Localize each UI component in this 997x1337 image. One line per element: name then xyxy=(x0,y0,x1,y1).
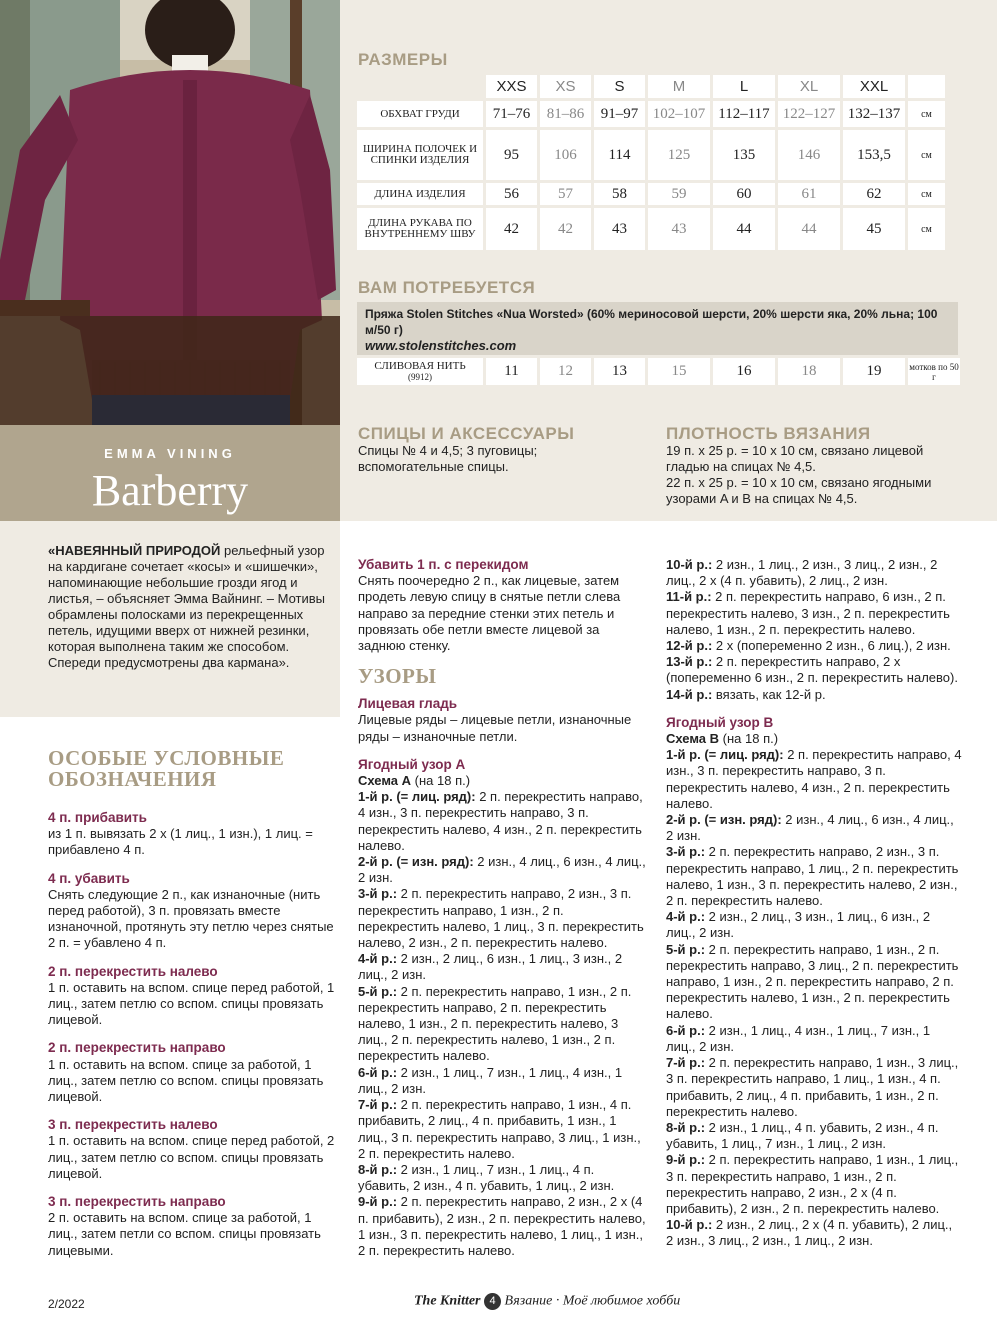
row-number: 7-й р.: xyxy=(358,1097,398,1113)
unit: см xyxy=(908,208,945,250)
row-number: 5-й р.: xyxy=(358,983,398,999)
stockinette-name: Лицевая гладь xyxy=(358,696,458,712)
size-header: S xyxy=(594,75,645,98)
cell: 71–76 xyxy=(486,101,537,127)
scheme-a: Схема А xyxy=(358,773,412,789)
cell: 56 xyxy=(486,183,537,205)
stockinette-text: Лицевые ряды – лицевые петли, изнаночные ряды – изнаночные петли. xyxy=(358,712,632,744)
gauge-line: 22 п. х 25 р. = 10 х 10 см, связано ягодными узорами A и B на спицах № 4,5. xyxy=(666,475,932,506)
row-instructions: 2 х (попеременно 2 изн., 6 лиц.), 2 изн. xyxy=(712,638,951,654)
skein-count: 19 xyxy=(843,358,905,385)
scheme-a-note: (на 18 п.) xyxy=(411,773,471,789)
row-label: ДЛИНА РУКАВА ПО ВНУТРЕННЕМУ ШВУ xyxy=(357,208,483,250)
pattern-a-rows xyxy=(358,789,648,1259)
intro-text: рельефный узор на кардигане сочетает «косы» и «шишечки», напоминающие небольшие грозди ягод и листья, – объясняет Эмма Вайнинг. – Мотивы обрамлены полосками из перекрещенных петель, идущими вверх от нижней резинки, которая выполнена таким же способом. Спереди предусмотрены два кармана». xyxy=(48,543,325,670)
pattern-row xyxy=(666,589,962,638)
row-instructions: 2 изн., 2 лиц., 3 изн., 1 лиц., 6 изн., 2 лиц., 2 изн. xyxy=(666,909,931,941)
row-number: 5-й р.: xyxy=(666,941,706,957)
table-row xyxy=(357,101,945,127)
pattern-row xyxy=(666,1023,962,1055)
skein-count: 11 xyxy=(486,358,537,385)
cell: 42 xyxy=(486,208,537,250)
cell: 125 xyxy=(648,130,710,180)
row-instructions: 2 п. перекрестить направо, 6 изн., 2 п. перекрестить налево, 3 изн., 2 п. перекрестить налево, 1 изн., 2 п. перекрестить налево. xyxy=(666,589,950,637)
row-number: 6-й р.: xyxy=(358,1064,398,1080)
pattern-row xyxy=(666,747,962,812)
yarn-description xyxy=(357,302,958,355)
row-number: 6-й р.: xyxy=(666,1022,706,1038)
cell: 135 xyxy=(713,130,775,180)
patterns-title: УЗОРЫ xyxy=(358,664,437,689)
cell: 44 xyxy=(778,208,840,250)
patterns-column-3 xyxy=(666,557,962,1250)
cell: 58 xyxy=(594,183,645,205)
row-instructions: 2 изн., 2 лиц., 2 х (4 п. убавить), 2 лиц., 2 изн., 3 лиц., 2 изн., 1 лиц., 2 изн. xyxy=(666,1217,953,1249)
abbrev-name: 2 п. перекрестить налево xyxy=(48,963,218,979)
materials-title: ВАМ ПОТРЕБУЕТСЯ xyxy=(358,278,536,297)
row-instructions: 2 изн., 1 лиц., 7 изн., 1 лиц., 4 изн., 1 лиц., 2 изн. xyxy=(358,1064,623,1096)
color-name: СЛИВОВАЯ НИТЬ xyxy=(374,359,466,372)
row-label: ШИРИНА ПОЛОЧЕК И СПИНКИ ИЗДЕЛИЯ xyxy=(357,130,483,180)
size-header: L xyxy=(713,75,775,98)
pattern-row xyxy=(358,1162,648,1194)
cell: 62 xyxy=(843,183,905,205)
pattern-row xyxy=(666,557,962,589)
abbrev-title: ОСОБЫЕ УСЛОВНЫЕ ОБОЗНАЧЕНИЯ xyxy=(48,746,285,791)
row-label: ДЛИНА ИЗДЕЛИЯ xyxy=(357,183,483,205)
pattern-a-name: Ягодный узор А xyxy=(358,756,466,772)
size-header: XS xyxy=(540,75,591,98)
patterns-column xyxy=(358,557,648,1259)
pattern-b-rows xyxy=(666,747,962,1249)
abbrev-text: 1 п. оставить на вспом. спице за работой, 1 лиц., затем петлю со вспом. спицы провязать лицевой. xyxy=(48,1056,324,1105)
row-number: 10-й р.: xyxy=(666,557,713,572)
size-header: XXS xyxy=(486,75,537,98)
designer-name: EMMA VINING xyxy=(104,446,236,461)
cell: 122–127 xyxy=(778,101,840,127)
abbrev-text: 2 п. оставить на вспом. спице за работой, 1 лиц., затем петли со вспом. спицы провязать лицевыми. xyxy=(48,1210,321,1258)
abbrev-name: 4 п. прибавить xyxy=(48,810,147,825)
cell: 44 xyxy=(713,208,775,250)
pattern-row xyxy=(666,687,962,703)
row-instructions: 2 п. перекрестить направо, 1 изн., 2 п. перекрестить направо, 3 лиц., 2 п. перекрестить направо, 1 изн., 2 п. перекрестить направо, 2 п. перекрестить налево, 1 изн., 2 п. перекрестить налево. xyxy=(666,941,959,1022)
row-instructions: 2 п. перекрестить направо, 2 изн., 2 х (4 п. прибавить), 2 изн., 2 п. перекрестить налево, 1 изн., 3 п. перекрестить налево, 1 лиц., 1 изн., 2 п. перекрестить налево. xyxy=(358,1194,646,1258)
cell: 43 xyxy=(594,208,645,250)
size-header: XL xyxy=(778,75,840,98)
pattern-row xyxy=(666,844,962,909)
abbrev-text: из 1 п. вывязать 2 х (1 лиц., 1 изн.), 1 лиц. = прибавлено 4 п. xyxy=(48,826,313,858)
decrease-text: Снять поочередно 2 п., как лицевые, затем продеть левую спицу в снятые петли слева направо за передние стенки этих петель и провязать обе петли вместе лицевой за заднюю стенку. xyxy=(358,573,621,654)
cell: 61 xyxy=(778,183,840,205)
pattern-row xyxy=(666,909,962,941)
table-row xyxy=(357,130,945,180)
tagline: Вязание · Моё любимое хобби xyxy=(504,1293,681,1309)
row-instructions: 2 п. перекрестить направо, 1 изн., 4 п. прибавить, 2 лиц., 4 п. прибавить, 1 изн., 1 лиц., 3 п. перекрестить направо, 3 лиц., 1 изн., 2 п. перекрестить налево. xyxy=(358,1097,641,1161)
pattern-row xyxy=(358,984,648,1065)
magazine-name: The Knitter xyxy=(414,1293,481,1309)
skein-count: 15 xyxy=(648,358,710,385)
abbrev-name: 2 п. перекрестить направо xyxy=(48,1040,226,1056)
row-instructions: 2 п. перекрестить направо, 2 изн., 3 п. перекрестить направо, 1 изн., 2 п. перекрестить налево, 1 лиц., 3 п. перекрестить налево, 2 изн., 2 п. перекрестить налево. xyxy=(358,886,644,951)
abbrev-name: 3 п. перекрестить направо xyxy=(48,1194,226,1210)
table-row xyxy=(357,183,945,205)
row-label: ОБХВАТ ГРУДИ xyxy=(357,101,483,127)
row-instructions: 2 п. перекрестить направо, 2 изн., 3 п. перекрестить направо, 1 лиц., 2 п. перекрестить налево, 1 изн., 3 п. перекрестить налево, 2 изн., 2 п. перекрестить налево. xyxy=(666,844,959,909)
cell: 95 xyxy=(486,130,537,180)
abbrev-text: 1 п. оставить на вспом. спице перед работой, 1 лиц., затем петлю со вспом. спицы провязать лицевой. xyxy=(48,979,335,1028)
pattern-row xyxy=(358,1097,648,1162)
row-instructions: 2 изн., 4 лиц., 6 изн., 4 лиц., 2 изн. xyxy=(358,854,646,886)
row-instructions: 2 изн., 1 лиц., 7 изн., 1 лиц., 4 п. убавить, 2 изн., 4 п. убавить, 1 лиц., 2 изн. xyxy=(358,1161,615,1194)
row-instructions: 2 п. перекрестить направо, 4 изн., 3 п. перекрестить направо, 3 п. перекрестить налево, 4 изн., 2 п. перекрестить налево. xyxy=(358,789,643,853)
row-number: 9-й р.: xyxy=(666,1152,706,1168)
sizes-title: РАЗМЕРЫ xyxy=(358,50,448,69)
row-number: 9-й р.: xyxy=(358,1194,398,1210)
pattern-row xyxy=(666,1217,962,1249)
intro-quote xyxy=(0,521,340,717)
abbrev-column xyxy=(48,748,338,1271)
row-number: 2-й р. (= изн. ряд): xyxy=(358,854,474,870)
cell: 42 xyxy=(540,208,591,250)
cell: 146 xyxy=(778,130,840,180)
cell: 114 xyxy=(594,130,645,180)
abbrev-name: 4 п. убавить xyxy=(48,870,130,886)
pattern-title: Barberry xyxy=(91,466,249,515)
pattern-a-rows xyxy=(666,557,962,703)
cell: 57 xyxy=(540,183,591,205)
gauge-line: 19 п. х 25 р. = 10 х 10 см, связано лицевой гладью на спицах № 4,5. xyxy=(666,443,924,474)
pattern-row xyxy=(358,1065,648,1097)
cell: 59 xyxy=(648,183,710,205)
row-number: 3-й р.: xyxy=(666,844,706,860)
needles-text: Спицы № 4 и 4,5; 3 пуговицы; вспомогательные спицы. xyxy=(358,443,538,474)
row-number: 12-й р.: xyxy=(666,638,713,654)
cell: 106 xyxy=(540,130,591,180)
row-instructions: 2 изн., 2 лиц., 6 изн., 1 лиц., 3 изн., 2 лиц., 2 изн. xyxy=(358,951,623,983)
row-number: 1-й р. (= лиц. ряд): xyxy=(666,747,784,763)
row-instructions: 2 п. перекрестить направо, 2 х (попеременно 6 изн., 2 п. перекрестить налево). xyxy=(666,654,958,686)
color-code: (9912) xyxy=(408,371,432,382)
pattern-row xyxy=(358,854,648,886)
page-number: 4 xyxy=(484,1293,501,1310)
intro-bold: «НАВЕЯННЫЙ ПРИРОДОЙ xyxy=(48,543,221,558)
row-number: 10-й р.: xyxy=(666,1217,713,1233)
row-number: 8-й р.: xyxy=(666,1119,706,1135)
decrease-name: Убавить 1 п. с перекидом xyxy=(358,557,529,572)
cell: 45 xyxy=(843,208,905,250)
yarn-url[interactable]: www.stolenstitches.com xyxy=(365,338,517,353)
pattern-b-name: Ягодный узор В xyxy=(666,714,774,730)
cell: 112–117 xyxy=(713,101,775,127)
row-number: 4-й р.: xyxy=(358,951,398,967)
size-header: M xyxy=(648,75,710,98)
pattern-row xyxy=(666,1120,962,1152)
row-instructions: 2 изн., 1 лиц., 4 изн., 1 лиц., 7 изн., 1 лиц., 2 изн. xyxy=(666,1022,931,1054)
color-label xyxy=(357,358,483,385)
row-number: 14-й р.: xyxy=(666,686,713,702)
skein-count: 12 xyxy=(540,358,591,385)
unit: см xyxy=(908,130,945,180)
scheme-b-note: (на 18 п.) xyxy=(719,731,779,747)
abbrev-name: 3 п. перекрестить налево xyxy=(48,1117,218,1133)
needles-title: СПИЦЫ И АКСЕССУАРЫ xyxy=(358,424,575,443)
row-instructions: вязать, как 12-й р. xyxy=(712,686,826,702)
sizes-table xyxy=(354,72,948,253)
title-block xyxy=(0,425,340,521)
row-number: 4-й р.: xyxy=(666,909,706,925)
row-instructions: 2 п. перекрестить направо, 4 изн., 3 п. перекрестить направо, 3 п. перекрестить налево, 4 изн., 2 п. перекрестить налево. xyxy=(666,747,962,811)
yarn-text: Пряжа Stolen Stitches «Nua Worsted» (60% мериносовой шерсти, 20% шерсти яка, 20% льна; 100 м/50 г) xyxy=(365,307,938,337)
unit: см xyxy=(908,183,945,205)
row-number: 11-й р.: xyxy=(666,589,712,605)
row-instructions: 2 изн., 1 лиц., 4 п. убавить, 2 изн., 4 п. убавить, 1 лиц., 7 изн., 1 лиц., 2 изн. xyxy=(666,1119,939,1152)
skein-count: 13 xyxy=(594,358,645,385)
row-instructions: 2 п. перекрестить направо, 1 изн., 1 лиц., 3 п. перекрестить направо, 1 изн., 2 п. перекрестить направо, 2 изн., 2 х (4 п. прибавить), 2 изн., 2 п. перекрестить налево. xyxy=(666,1152,959,1216)
pattern-row xyxy=(666,812,962,844)
cell: 153,5 xyxy=(843,130,905,180)
pattern-row xyxy=(666,1055,962,1120)
pattern-row xyxy=(358,951,648,983)
row-number: 8-й р.: xyxy=(358,1161,398,1177)
cell: 91–97 xyxy=(594,101,645,127)
skein-count: 16 xyxy=(713,358,775,385)
skein-count: 18 xyxy=(778,358,840,385)
cell: 102–107 xyxy=(648,101,710,127)
gauge-title: ПЛОТНОСТЬ ВЯЗАНИЯ xyxy=(666,424,871,443)
table-row xyxy=(357,208,945,250)
row-number: 7-й р.: xyxy=(666,1055,706,1071)
pattern-row xyxy=(358,1194,648,1259)
row-number: 1-й р. (= лиц. ряд): xyxy=(358,789,476,805)
cell: 60 xyxy=(713,183,775,205)
abbrev-text: 1 п. оставить на вспом. спице перед работой, 2 лиц., затем петлю со вспом. спицы провязать лицевой. xyxy=(48,1133,335,1181)
cell: 132–137 xyxy=(843,101,905,127)
row-number: 13-й р.: xyxy=(666,654,713,670)
skein-table xyxy=(354,355,963,388)
row-instructions: 2 п. перекрестить направо, 1 изн., 2 п. перекрестить направо, 2 п. перекрестить налево, 1 изн., 2 п. перекрестить налево, 3 лиц., 2 п. перекрестить налево, 1 изн., 2 п. перекрестить налево. xyxy=(358,983,632,1064)
pattern-row xyxy=(358,789,648,854)
scheme-b: Схема В xyxy=(666,731,720,747)
skein-unit: мотков по 50 г xyxy=(908,358,960,385)
row-instructions: 2 п. перекрестить направо, 1 изн., 3 лиц., 3 п. перекрестить направо, 1 лиц., 1 изн., 4 п. прибавить, 2 лиц., 4 п. прибавить, 1 изн., 2 п. перекрестить налево. xyxy=(666,1055,959,1119)
table-row xyxy=(357,358,960,385)
unit: см xyxy=(908,101,945,127)
pattern-row xyxy=(358,886,648,951)
abbrev-text: Снять следующие 2 п., как изнаночные (нить перед работой), 3 п. провязать вместе изнаночной, протянуть эту петлю через снятые 2 п. = убавлено 4 п. xyxy=(48,886,334,951)
photo-illustration xyxy=(0,0,340,425)
row-number: 2-й р. (= изн. ряд): xyxy=(666,812,782,828)
pattern-row xyxy=(666,654,962,686)
cell: 43 xyxy=(648,208,710,250)
gauge-text xyxy=(666,443,966,507)
pattern-row xyxy=(666,638,962,654)
row-instructions: 2 изн., 1 лиц., 2 изн., 3 лиц., 2 изн., 2 лиц., 2 х (4 п. убавить), 2 лиц., 2 изн. xyxy=(666,557,938,589)
row-instructions: 2 изн., 4 лиц., 6 изн., 4 лиц., 2 изн. xyxy=(666,812,954,844)
cardigan-photo xyxy=(0,0,340,425)
pattern-row xyxy=(666,942,962,1023)
cell: 81–86 xyxy=(540,101,591,127)
issue-number: 2/2022 xyxy=(48,1297,85,1311)
footer-masthead xyxy=(414,1293,680,1310)
row-number: 3-й р.: xyxy=(358,886,398,902)
size-header: XXL xyxy=(843,75,905,98)
pattern-row xyxy=(666,1152,962,1217)
